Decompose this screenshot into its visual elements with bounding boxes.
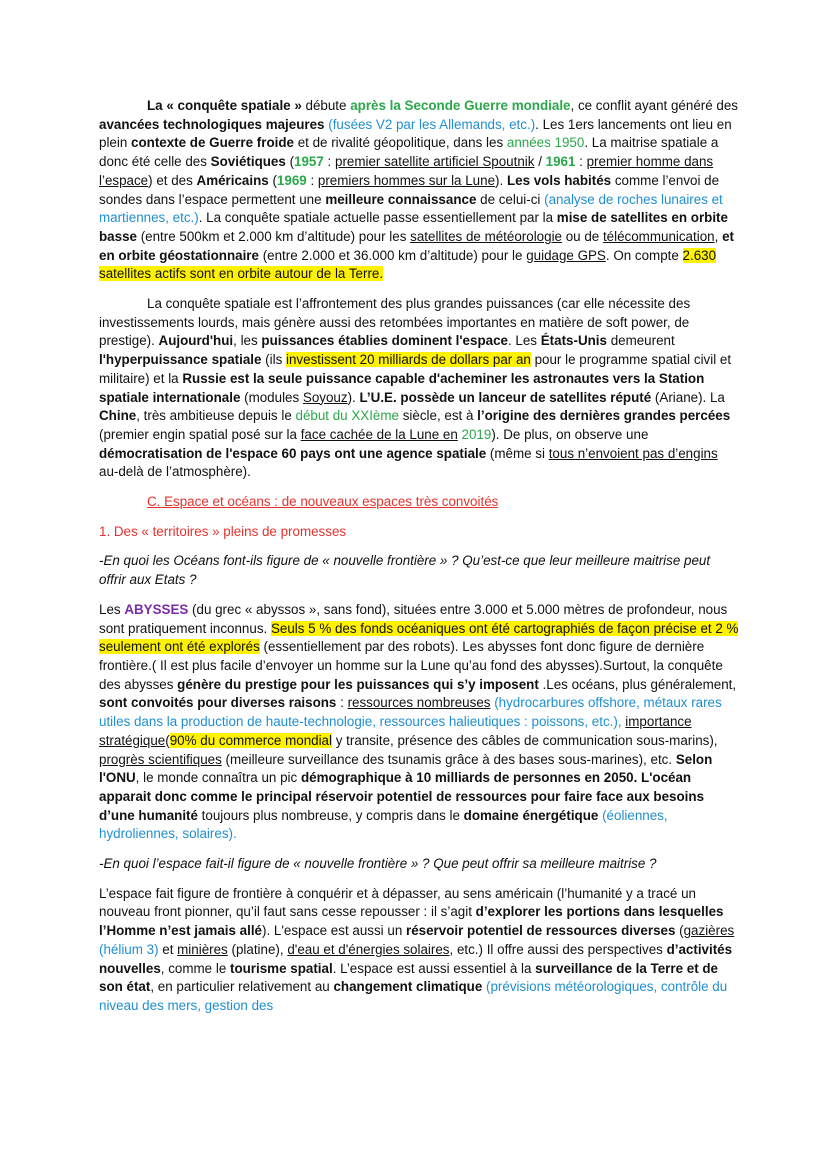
paragraph-space-conquest-history: La « conquête spatiale » débute après la Seconde Guerre mondiale, ce conflit ayant généré des avancées technologiques majeures (fusées V2 par les Allemands, etc.). Les 1ers lancements ont lieu en plein contexte de Guerre froide et de rivalité géopolitique, dans les années 1950. La maitrise spatiale a donc été celle des Soviétiques (1957 : premier satellite artificiel Spoutnik / 1961 : premier homme dans l’espace) et des Américains (1969 : premiers hommes sur la Lune). Les vols habités comme l’envoi de sondes dans l’espace permettent une meilleure connaissance de celui-ci (analyse de roches lunaires et martiennes, etc.). La conquête spatiale actuelle passe essentiellement par la mise de satellites en orbite basse (entre 500km et 2.000 km d’altitude) pour les satellites de météorologie ou de télécommunication, et en orbite géostationnaire (entre 2.000 et 36.000 km d’altitude) pour le guidage GPS. On compte 2.630 satellites actifs sont en orbite autour de la Terre. (99, 98, 738, 282)
paragraph-space-powers: La conquête spatiale est l’affrontement des plus grandes puissances (car elle nécessite des investissements lourds, mais génère aussi des retombées importantes en matière de soft power, de prestige). Aujourd'hui, les puissances établies dominent l'espace. Les États-Unis demeurent l'hyperpuissance spatiale (ils investissent 20 milliards de dollars par an pour le programme spatial civil et militaire) et la Russie est la seule puissance capable d'acheminer les astronautes vers la Station spatiale internationale (modules Soyouz). L’U.E. possède un lanceur de satellites réputé (Ariane). La Chine, très ambitieuse depuis le début du XXIème siècle, est à l’origine des dernières grandes percées (premier engin spatial posé sur la face cachée de la Lune en 2019). De plus, on observe une démocratisation de l'espace 60 pays ont une agence spatiale (même si tous n’envoient pas d’engins au-delà de l’atmosphère). (99, 296, 732, 480)
section-heading: C. Espace et océans : de nouveaux espaces très convoités (147, 494, 499, 510)
question-oceans: -En quoi les Océans font-ils figure de « nouvelle frontière » ? Qu’est-ce que leur meilleure maitrise peut offrir aux Etats ? (99, 553, 711, 588)
document-page (99, 97, 739, 1027)
subsection-heading: 1. Des « territoires » pleins de promesses (99, 523, 347, 539)
question-space: -En quoi l’espace fait-il figure de « nouvelle frontière » ? Que peut offrir sa meilleure maitrise ? (99, 856, 657, 872)
paragraph-space-frontier: L’espace fait figure de frontière à conquérir et à dépasser, au sens américain (l’humanité y a tracé un nouveau front pionner, qu’il faut sans cesse repousser : il s’agit d’explorer les portions dans lesquelles l’Homme n’est jamais allé). L'espace est aussi un réservoir potentiel de ressources diverses (gazières (hélium 3) et minières (platine), d'eau et d'énergies solaires, etc.) Il offre aussi des perspectives d’activités nouvelles, comme le tourisme spatial. L’espace est aussi essentiel à la surveillance de la Terre et de son état, en particulier relativement au changement climatique (prévisions météorologiques, contrôle du niveau des mers, gestion des (99, 885, 735, 1013)
paragraph-oceans: Les ABYSSES (du grec « abyssos », sans fond), situées entre 3.000 et 5.000 mètres de profondeur, nous sont pratiquement inconnus. Seuls 5 % des fonds océaniques ont été cartographiés de façon précise et 2 % seulement ont été explorés (essentiellement par des robots). Les abysses font donc figure de dernière frontière.( Il est plus facile d’envoyer un homme sur la Lune qu’au fond des abysses).Surtout, la conquête des abysses génère du prestige pour les puissances qui s’y imposent .Les océans, plus généralement, sont convoités pour diverses raisons : ressources nombreuses (hydrocarbures offshore, métaux rares utiles dans la production de haute-technologie, ressources halieutiques : poissons, etc.), importance stratégique(90% du commerce mondial y transite, présence des câbles de communication sous-marins), progrès scientifiques (meilleure surveillance des tsunamis grâce à des bases sous-marines), etc. Selon l'ONU, le monde connaîtra un pic démographique à 10 milliards de personnes en 2050. L'océan apparait donc comme le principal réservoir potentiel de ressources pour faire face aux besoins d’une humanité toujours plus nombreuse, y compris dans le domaine énergétique (éoliennes, hydroliennes, solaires). (99, 601, 739, 842)
